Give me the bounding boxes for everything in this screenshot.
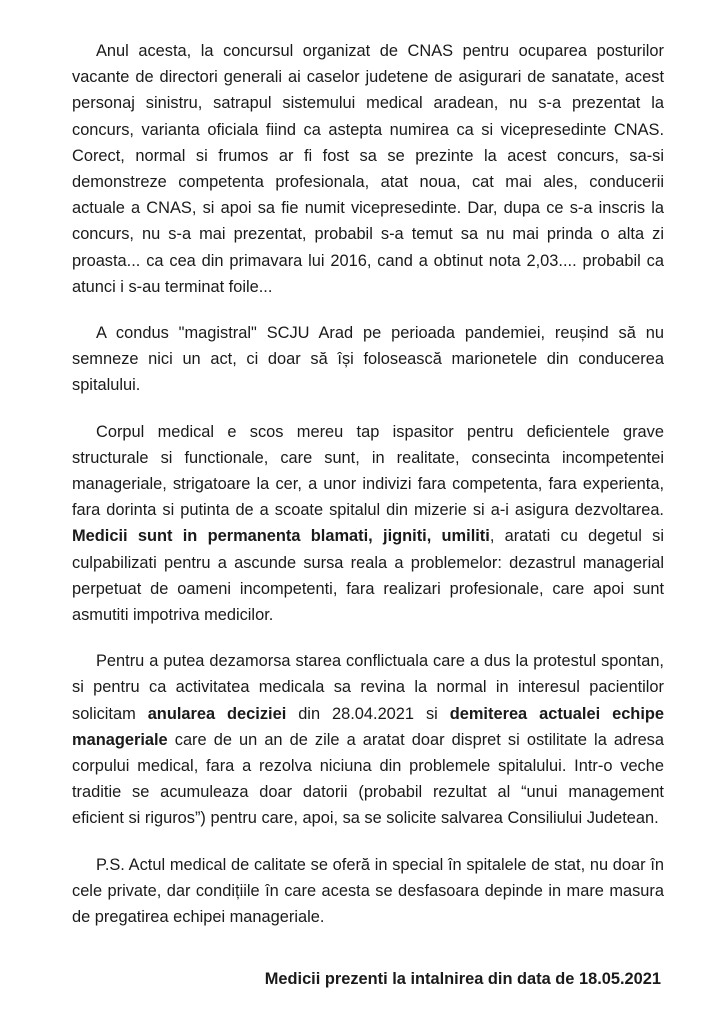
paragraph-4-bold-dismissal: demiterea actualei echipe manageriale (72, 704, 664, 749)
paragraph-1 (72, 38, 664, 300)
paragraph-3-bold-doctors-blamed: Medicii sunt in permanenta blamati, jigniti, umiliti (72, 527, 490, 546)
paragraph-3 (72, 419, 664, 629)
paragraph-4-text-a: Pentru a putea dezamorsa starea conflictuala care a dus la protestul spontan, si pentru ca activitatea medicala sa revina la normal in interesul pacientilor solicitam (72, 652, 664, 723)
paragraph-2-text: A condus "magistral" SCJU Arad pe perioada pandemiei, reușind să nu semneze nici un act, ci doar să își folosească marionetele din conducerea spitalului. (72, 324, 664, 395)
paragraph-4-text-c: care de un an de zile a aratat doar dispret si ostilitate la adresa corpului medical, fara a rezolva niciuna din problemele spitalului. Intr-o veche traditie se acumuleaza doar datorii (probabil rezultat al “unui management eficient si riguros”) pentru care, apoi, sa se solicite salvarea Consiliului Judetean. (72, 730, 664, 828)
paragraph-4 (72, 648, 664, 831)
paragraph-4-text-b: din 28.04.2021 si (286, 704, 450, 723)
paragraph-3-text-b: , aratati cu degetul si culpabilizati pentru a ascunde sursa reala a problemelor: dezastrul managerial perpetuat de oameni incompetenti, fara realizari profesionale, care apoi sunt asmutiti impotriva medicilor. (72, 527, 664, 625)
document-body (72, 38, 664, 950)
signature-line: Medicii prezenti la intalnirea din data de 18.05.2021 (264, 970, 661, 988)
paragraph-1-text: Anul acesta, la concursul organizat de CNAS pentru ocuparea posturilor vacante de directori generali ai caselor judetene de asigurari de sanatate, acest personaj sinistru, satrapul sistemului medical aradean, nu s-a prezentat la concurs, varianta oficiala fiind ca astepta numirea ca si vicepresedinte CNAS. Corect, normal si frumos ar fi fost sa se prezinte la acest concurs, sa-si demonstreze competenta profesionala, atat noua, cat mai ales, conducerii actuale a CNAS, si apoi sa fie numit vicepresedinte. Dar, dupa ce s-a inscris la concurs, nu s-a mai prezentat, probabil s-a temut sa nu mai prinda o alta zi proasta... ca cea din primavara lui 2016, cand a obtinut nota 2,03.... probabil ca atunci i s-au terminat foile... (72, 42, 664, 296)
paragraph-5-text: P.S. Actul medical de calitate se oferă in special în spitalele de stat, nu doar în cele private, dar condițiile în care acesta se desfasoara depinde in mare masura de pregatirea echipei manageriale. (72, 855, 664, 927)
paragraph-4-bold-annulment: anularea deciziei (147, 704, 287, 723)
paragraph-5-postscript (72, 852, 664, 931)
paragraph-2 (72, 320, 664, 399)
paragraph-3-text-a: Corpul medical e scos mereu tap ispasitor pentru deficientele grave structurale si functionale, care sunt, in realitate, consecinta incompetentei manageriale, strigatoare la cer, a unor indivizi fara competenta, fara experienta, fara dorinta si putinta de a scoate spitalul din mizerie si a-i asigura dezvoltarea. (72, 422, 664, 520)
